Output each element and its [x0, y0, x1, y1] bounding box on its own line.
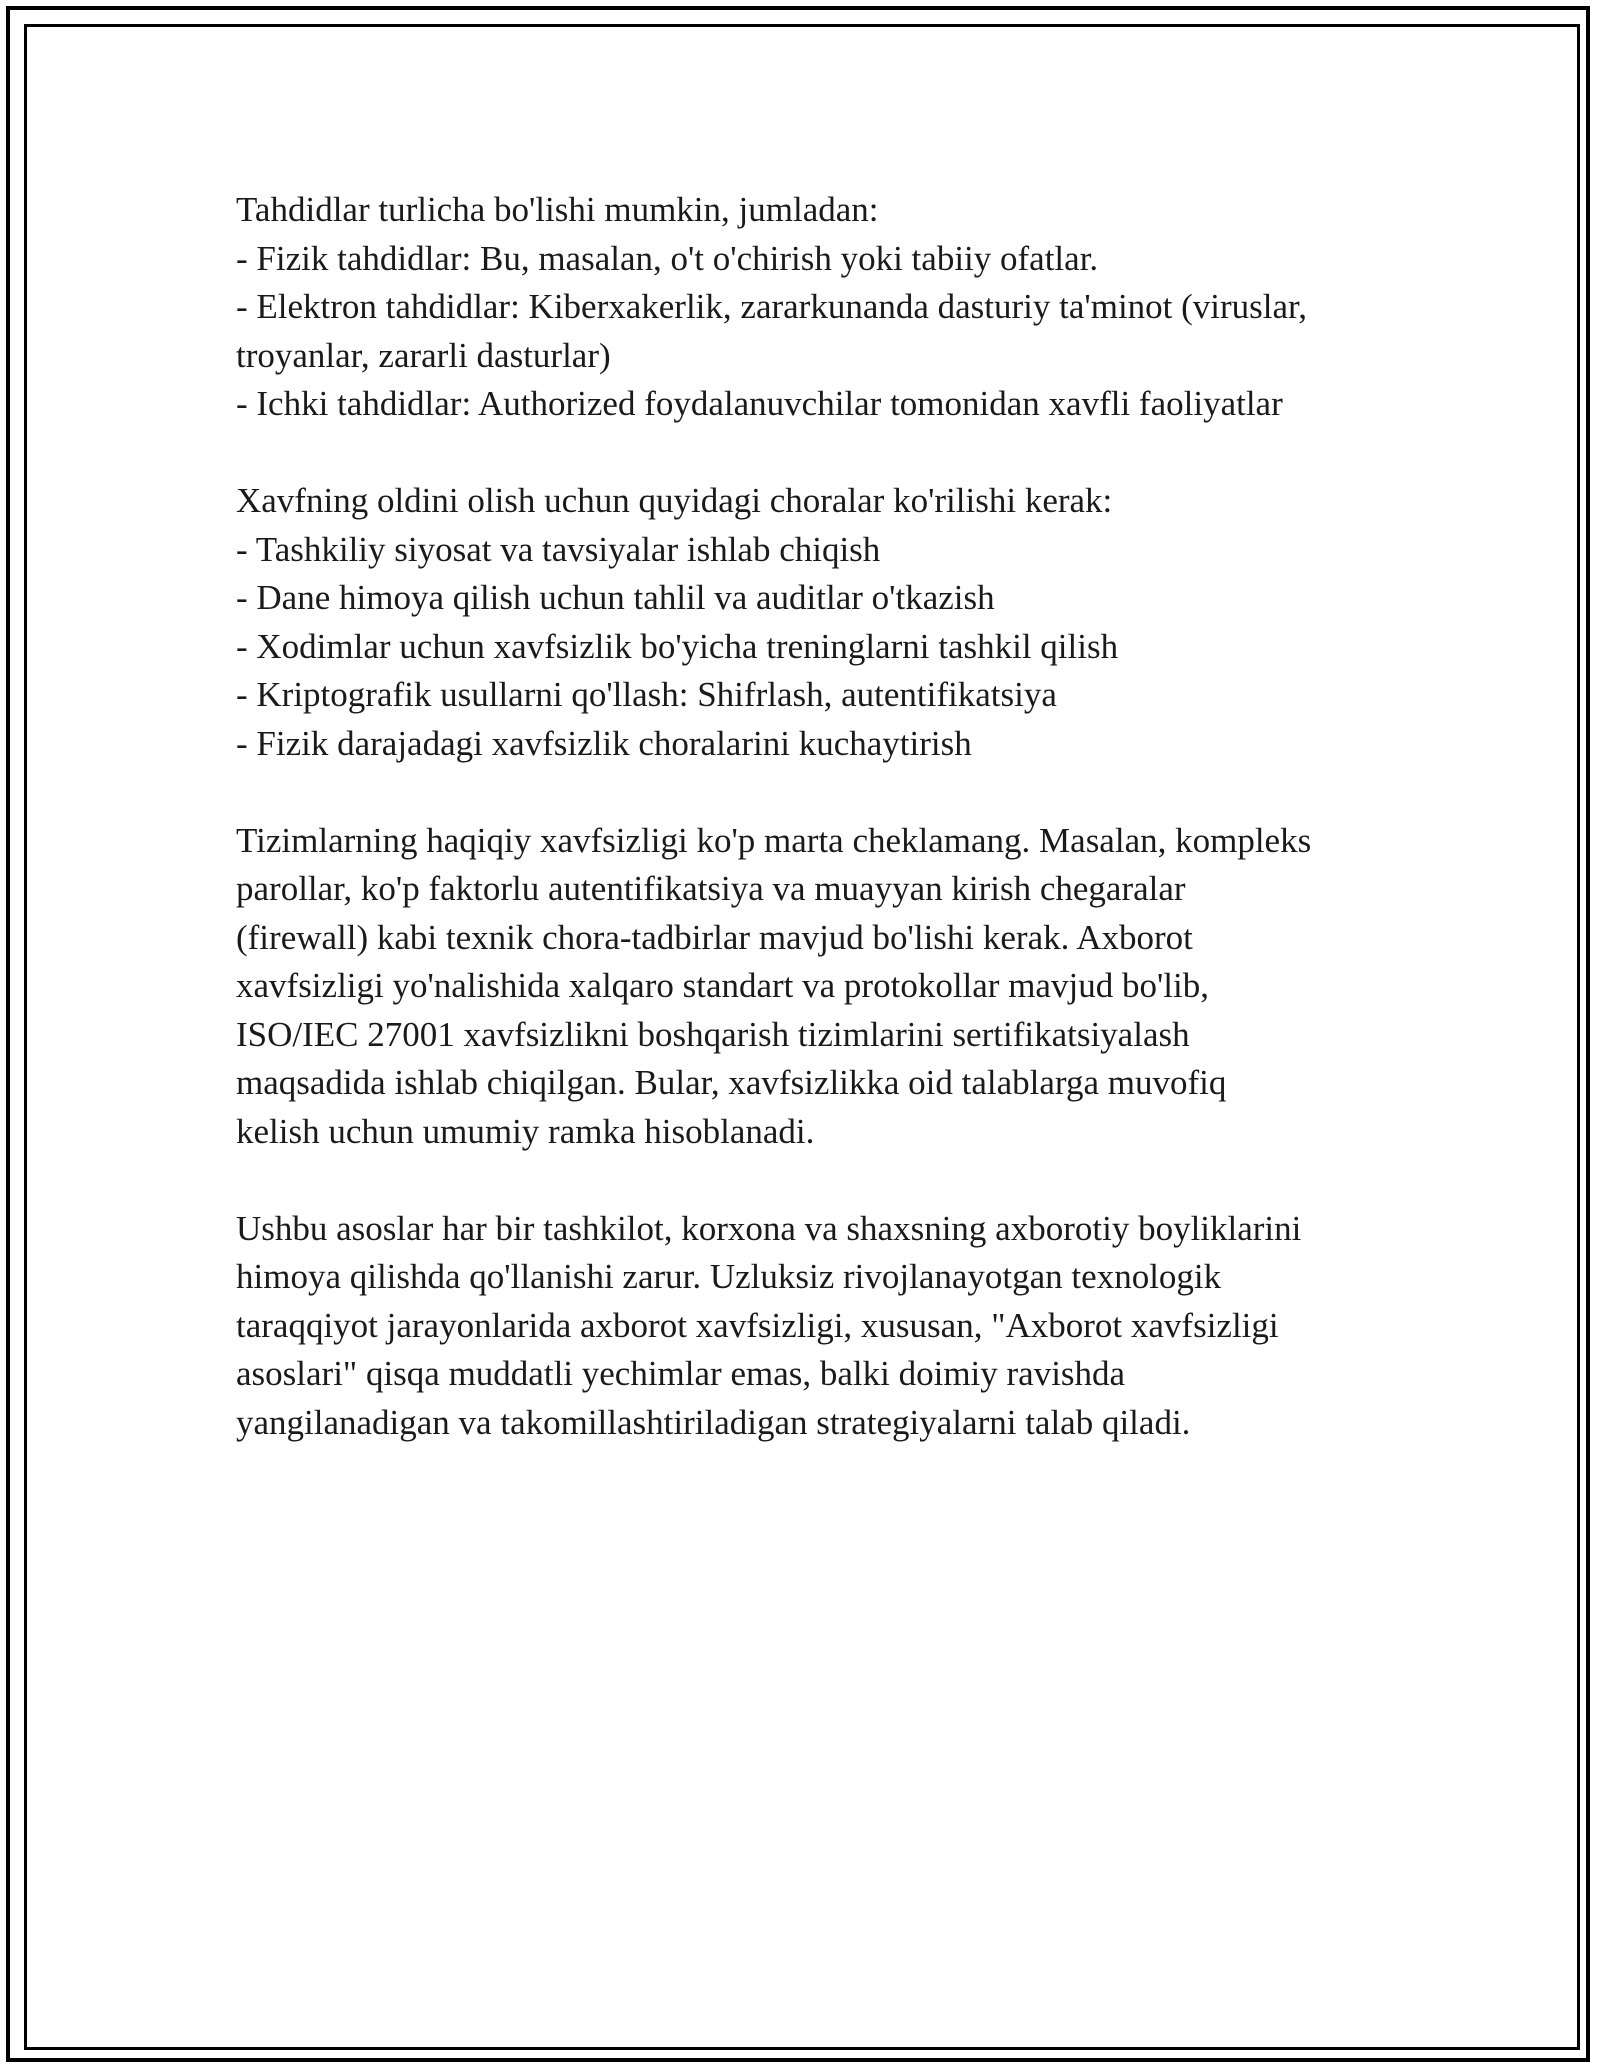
document-body — [236, 186, 1386, 1496]
text-line: Tahdidlar turlicha bo'lishi mumkin, jumladan: — [236, 190, 879, 229]
text-line: - Dane himoya qilish uchun tahlil va auditlar o'tkazish — [236, 578, 995, 617]
text-line: parollar, ko'p faktorlu autentifikatsiya va muayyan kirish chegaralar — [236, 869, 1186, 908]
text-line: Ushbu asoslar har bir tashkilot, korxona va shaxsning axborotiy boyliklarini — [236, 1208, 1302, 1248]
text-line: asoslari" qisqa muddatli yechimlar emas, balki doimiy ravishda — [236, 1354, 1126, 1393]
paragraph-conclusion — [236, 1205, 1386, 1448]
text-line: yangilanadigan va takomillashtiriladigan strategiyalarni talab qiladi. — [236, 1402, 1191, 1442]
text-line: maqsadida ishlab chiqilgan. Bular, xavfsizlikka oid talablarga muvofiq — [236, 1063, 1227, 1102]
paragraph-system-security — [236, 817, 1386, 1157]
text-line: himoya qilishda qo'llanishi zarur. Uzluksiz rivojlanayotgan texnologik — [236, 1257, 1222, 1296]
text-line: - Xodimlar uchun xavfsizlik bo'yicha treninglarni tashkil qilish — [236, 626, 1119, 666]
text-line: Xavfning oldini olish uchun quyidagi choralar ko'rilishi kerak: — [236, 481, 1113, 520]
text-line: - Fizik darajadagi xavfsizlik choralarini kuchaytirish — [236, 723, 972, 763]
text-line: ISO/IEC 27001 xavfsizlikni boshqarish tizimlarini sertifikatsiyalash — [236, 1014, 1190, 1054]
text-line: troyanlar, zararli dasturlar) — [236, 335, 611, 375]
text-line: taraqqiyot jarayonlarida axborot xavfsizligi, xususan, "Axborot xavfsizligi — [236, 1305, 1279, 1345]
text-line: - Elektron tahdidlar: Kiberxakerlik, zararkunanda dasturiy ta'minot (viruslar, — [236, 287, 1308, 326]
text-line: - Ichki tahdidlar: Authorized foydalanuvchilar tomonidan xavfli faoliyatlar — [236, 384, 1283, 423]
text-line: - Kriptografik usullarni qo'llash: Shifrlash, autentifikatsiya — [236, 675, 1057, 714]
text-line: - Fizik tahdidlar: Bu, masalan, o't o'chirish yoki tabiiy ofatlar. — [236, 238, 1099, 278]
text-line: - Tashkiliy siyosat va tavsiyalar ishlab chiqish — [236, 529, 881, 569]
text-line: xavfsizligi yo'nalishida xalqaro standart va protokollar mavjud bo'lib, — [236, 966, 1209, 1005]
paragraph-prevention-measures — [236, 477, 1386, 768]
text-line: (firewall) kabi texnik chora-tadbirlar mavjud bo'lishi kerak. Axborot — [236, 917, 1193, 957]
text-line: kelish uchun umumiy ramka hisoblanadi. — [236, 1111, 815, 1151]
text-line: Tizimlarning haqiqiy xavfsizligi ko'p marta cheklamang. Masalan, kompleks — [236, 820, 1312, 860]
paragraph-threat-types — [236, 186, 1386, 429]
